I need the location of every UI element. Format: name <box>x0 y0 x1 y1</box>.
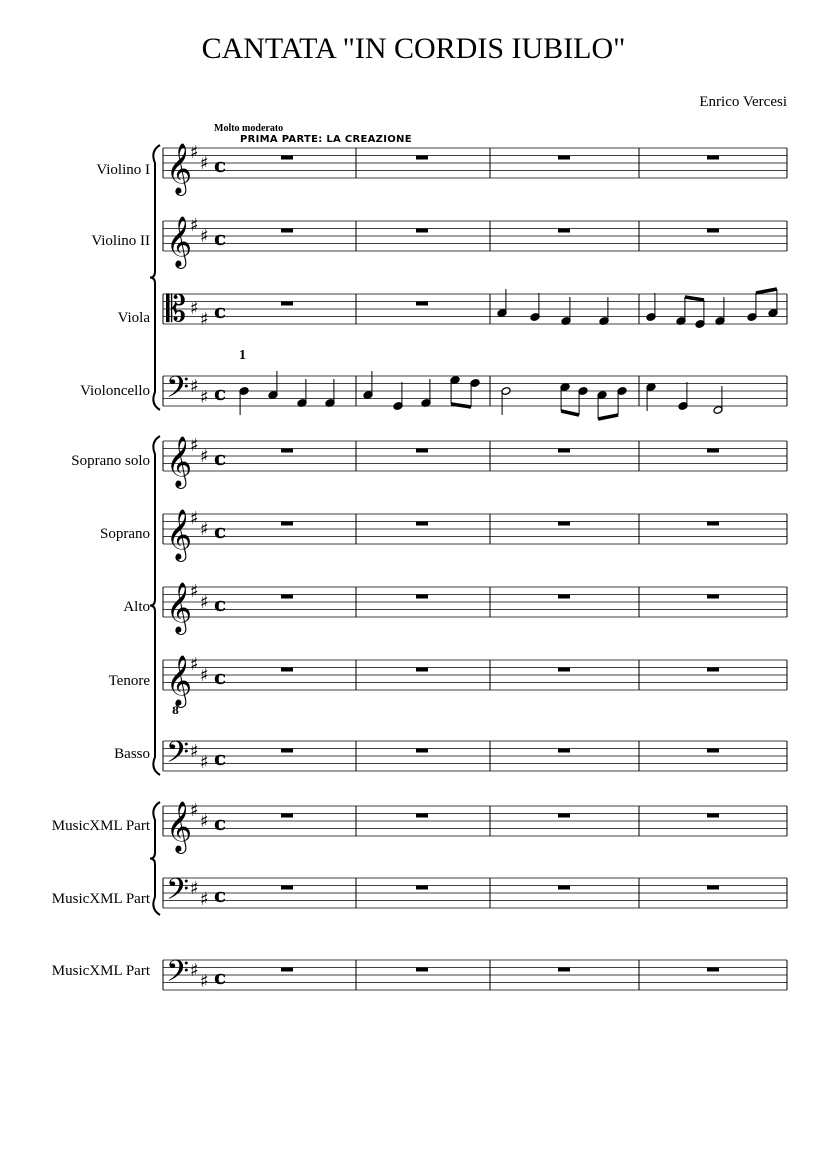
whole-rest <box>281 595 293 599</box>
staff-3 <box>163 289 787 330</box>
whole-rest <box>281 814 293 818</box>
note <box>617 387 627 415</box>
note <box>597 391 607 419</box>
alto-clef-icon: 𝄡 <box>166 289 187 330</box>
whole-rest <box>707 449 719 453</box>
common-time-icon: c <box>214 381 227 405</box>
common-time-icon: c <box>214 665 227 689</box>
whole-rest <box>416 449 428 453</box>
whole-rest <box>416 595 428 599</box>
whole-rest <box>558 449 570 453</box>
whole-rest <box>281 668 293 672</box>
sharp-icon: ♯ <box>200 752 209 773</box>
staff-9 <box>163 736 787 777</box>
whole-rest <box>558 886 570 890</box>
bass-clef-icon: 𝄢 <box>166 955 190 996</box>
staff-4 <box>163 371 787 412</box>
staff-11 <box>163 873 787 914</box>
whole-rest <box>281 968 293 972</box>
common-time-icon: c <box>214 965 227 989</box>
staff-2 <box>163 215 787 269</box>
sharp-icon: ♯ <box>200 387 209 408</box>
note <box>501 387 511 415</box>
whole-rest <box>558 229 570 233</box>
sharp-icon: ♯ <box>190 654 199 675</box>
sharp-icon: ♯ <box>200 309 209 330</box>
note <box>497 289 507 317</box>
sharp-icon: ♯ <box>190 508 199 529</box>
piano-brace <box>150 802 160 915</box>
sharp-icon: ♯ <box>190 376 199 397</box>
note <box>560 383 570 411</box>
whole-rest <box>416 156 428 160</box>
whole-rest <box>416 814 428 818</box>
treble-clef-icon: 𝄞 <box>166 509 193 560</box>
bass-clef-icon: 𝄢 <box>166 736 190 777</box>
common-time-icon: c <box>214 883 227 907</box>
beam <box>756 289 777 293</box>
common-time-icon: c <box>214 592 227 616</box>
note <box>470 379 480 407</box>
part-name-alto: Alto <box>123 599 150 615</box>
whole-rest <box>707 814 719 818</box>
common-time-icon: c <box>214 226 227 250</box>
note <box>578 387 588 415</box>
part-name-musicxml-1: MusicXML Part <box>51 818 150 834</box>
sharp-icon: ♯ <box>200 889 209 910</box>
whole-rest <box>707 522 719 526</box>
whole-rest <box>281 156 293 160</box>
part-name-basso: Basso <box>114 746 150 762</box>
whole-rest <box>416 668 428 672</box>
common-time-icon: c <box>214 746 227 770</box>
beam <box>451 404 471 407</box>
treble-clef-icon: 𝄞 <box>166 436 193 487</box>
note <box>646 383 656 411</box>
bass-clef-icon: 𝄢 <box>166 371 190 412</box>
note <box>393 382 403 410</box>
common-time-icon: c <box>214 153 227 177</box>
common-time-icon: c <box>214 811 227 835</box>
sharp-icon: ♯ <box>190 298 199 319</box>
note <box>363 371 373 399</box>
staff-10 <box>163 800 787 854</box>
part-name-viola: Viola <box>117 310 150 326</box>
whole-rest <box>558 968 570 972</box>
sharp-icon: ♯ <box>190 741 199 762</box>
sharp-icon: ♯ <box>200 971 209 992</box>
whole-rest <box>416 886 428 890</box>
note <box>678 382 688 410</box>
score-title: CANTATA "IN CORDIS IUBILO" <box>201 32 626 65</box>
whole-rest <box>416 302 428 306</box>
staff-5 <box>163 435 787 489</box>
sharp-icon: ♯ <box>200 519 209 540</box>
tempo-marking: Molto moderato <box>214 123 284 134</box>
section-heading: PRIMA PARTE: LA CREAZIONE <box>240 134 412 145</box>
common-time-icon: c <box>214 519 227 543</box>
whole-rest <box>281 449 293 453</box>
staff-6 <box>163 508 787 562</box>
part-name-musicxml-2: MusicXML Part <box>51 891 150 907</box>
whole-rest <box>707 886 719 890</box>
sharp-icon: ♯ <box>190 878 199 899</box>
part-name-violoncello: Violoncello <box>80 383 150 399</box>
staff-12 <box>163 955 787 996</box>
sharp-icon: ♯ <box>190 800 199 821</box>
whole-rest <box>707 749 719 753</box>
whole-rest <box>707 156 719 160</box>
note <box>646 293 656 321</box>
octave-marker: 8 <box>172 706 179 717</box>
treble-clef-icon: 𝄞 <box>166 216 193 267</box>
staff-1 <box>163 142 787 196</box>
beam <box>598 415 618 419</box>
whole-rest <box>416 522 428 526</box>
whole-rest <box>416 749 428 753</box>
whole-rest <box>558 749 570 753</box>
choir-bracket <box>150 436 160 775</box>
whole-rest <box>558 814 570 818</box>
sharp-icon: ♯ <box>200 446 209 467</box>
sharp-icon: ♯ <box>190 215 199 236</box>
note <box>450 376 460 404</box>
part-name-soprano-solo: Soprano solo <box>71 453 150 469</box>
whole-rest <box>281 886 293 890</box>
sharp-icon: ♯ <box>200 811 209 832</box>
treble-clef-icon: 𝄞 <box>166 582 193 633</box>
common-time-icon: c <box>214 299 227 323</box>
whole-rest <box>707 595 719 599</box>
note <box>713 386 723 414</box>
treble-clef-icon: 𝄞 <box>166 655 193 706</box>
whole-rest <box>281 229 293 233</box>
sharp-icon: ♯ <box>200 226 209 247</box>
measure-number: 1 <box>239 348 246 363</box>
sharp-icon: ♯ <box>200 153 209 174</box>
beam <box>685 297 704 300</box>
sharp-icon: ♯ <box>190 435 199 456</box>
score-marks <box>150 145 778 915</box>
part-name-soprano: Soprano <box>100 526 150 542</box>
staff-7 <box>163 581 787 635</box>
treble-clef-icon: 𝄞 <box>166 801 193 852</box>
part-name-violino-2: Violino II <box>91 233 150 249</box>
whole-rest <box>281 522 293 526</box>
composer-name: Enrico Vercesi <box>699 94 787 110</box>
sharp-icon: ♯ <box>190 960 199 981</box>
part-name-musicxml-3: MusicXML Part <box>51 963 150 979</box>
whole-rest <box>416 229 428 233</box>
part-name-tenore: Tenore <box>108 673 150 689</box>
staff-8 <box>163 654 787 717</box>
whole-rest <box>707 668 719 672</box>
note <box>268 371 278 399</box>
note <box>768 289 778 317</box>
common-time-icon: c <box>214 446 227 470</box>
whole-rest <box>558 595 570 599</box>
whole-rest <box>281 302 293 306</box>
sharp-icon: ♯ <box>200 592 209 613</box>
bass-clef-icon: 𝄢 <box>166 873 190 914</box>
strings-bracket <box>150 145 160 410</box>
part-name-violino-1: Violino I <box>96 162 150 178</box>
whole-rest <box>558 668 570 672</box>
note <box>239 387 249 415</box>
note <box>747 293 757 321</box>
beam <box>561 411 579 415</box>
note <box>695 300 705 328</box>
whole-rest <box>707 229 719 233</box>
sharp-icon: ♯ <box>190 581 199 602</box>
whole-rest <box>558 156 570 160</box>
treble-clef-icon: 𝄞 <box>166 143 193 194</box>
sharp-icon: ♯ <box>190 142 199 163</box>
note <box>530 293 540 321</box>
staves <box>163 142 787 996</box>
whole-rest <box>707 968 719 972</box>
whole-rest <box>416 968 428 972</box>
sharp-icon: ♯ <box>200 665 209 686</box>
whole-rest <box>558 522 570 526</box>
whole-rest <box>281 749 293 753</box>
